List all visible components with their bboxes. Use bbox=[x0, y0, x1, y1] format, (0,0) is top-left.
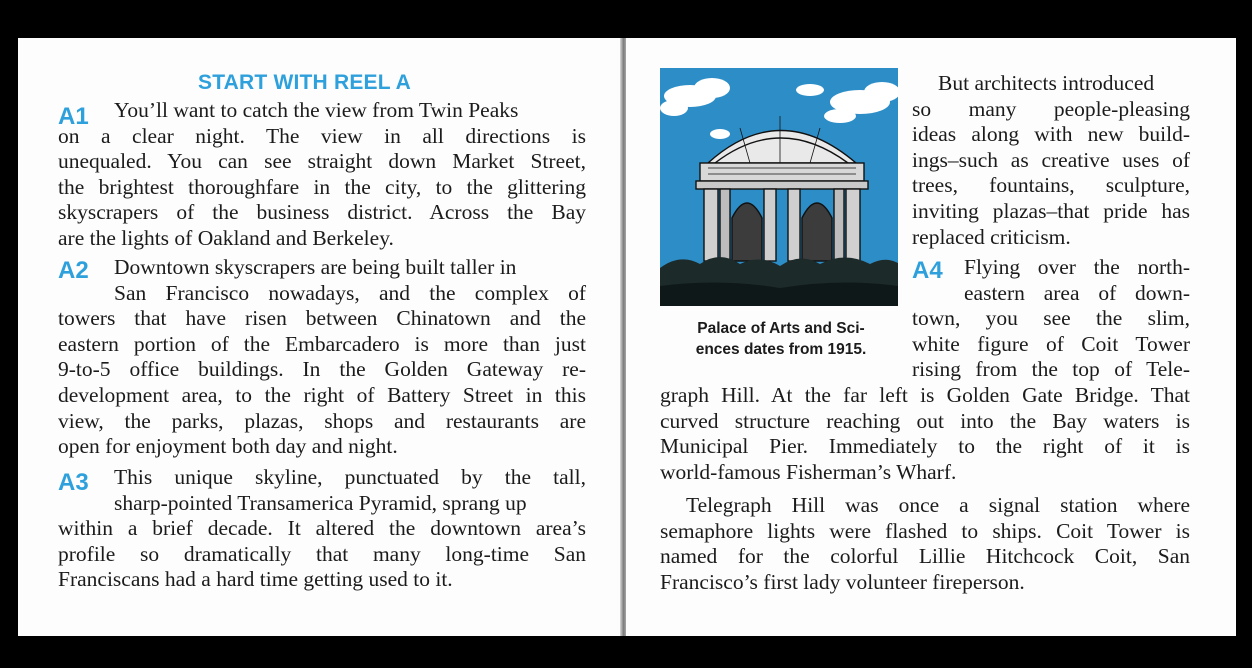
section-a4-bottom bbox=[660, 383, 1190, 485]
section-a1 bbox=[58, 98, 586, 252]
caption-line: Palace of Arts and Sci- bbox=[697, 320, 865, 337]
text-line: world-famous Fisherman’s Wharf. bbox=[660, 459, 957, 484]
text-line: Flying over the north- bbox=[964, 255, 1190, 279]
text-line: are the lights of Oakland and Berkeley. bbox=[58, 225, 394, 250]
text-line: ings–such as creative uses of bbox=[912, 147, 1190, 172]
text-line: Municipal Pier. Immediately to the right of it is bbox=[660, 434, 1190, 459]
section-a3 bbox=[58, 465, 586, 593]
telegraph-paragraph bbox=[660, 493, 1190, 595]
text-line: trees, fountains, sculpture, bbox=[912, 173, 1190, 198]
text-line: towers that have risen between Chinatown and the bbox=[58, 306, 586, 331]
text-line: eastern area of down- bbox=[964, 280, 1190, 305]
text-line: white figure of Coit Tower bbox=[912, 331, 1190, 356]
text-line: sharp-pointed Transamerica Pyramid, sprang up bbox=[114, 490, 527, 515]
text-line: within a brief decade. It altered the downtown area’s bbox=[58, 516, 586, 541]
marker-a4: A4 bbox=[912, 257, 943, 284]
text-line: graph Hill. At the far left is Golden Gate Bridge. That bbox=[660, 383, 1190, 407]
text-line: open for enjoyment both day and night. bbox=[58, 434, 398, 459]
text-line: rising from the top of Tele- bbox=[912, 357, 1190, 382]
text-line: 9-to-5 office buildings. In the Golden Gateway re- bbox=[58, 357, 586, 382]
text-line: Downtown skyscrapers are being built taller in bbox=[114, 255, 517, 279]
text-line: eastern portion of the Embarcadero is more than just bbox=[58, 331, 586, 356]
text-line: Telegraph Hill was once a signal station where bbox=[686, 493, 1190, 517]
photo-caption bbox=[656, 318, 906, 360]
text-line: ideas along with new build- bbox=[912, 122, 1190, 147]
text-line: view, the parks, plazas, shops and restaurants are bbox=[58, 408, 586, 433]
text-line: replaced criticism. bbox=[912, 224, 1071, 249]
text-line: so many people-pleasing bbox=[912, 96, 1190, 121]
text-line: This unique skyline, punctuated by the tall, bbox=[114, 465, 586, 489]
marker-a2: A2 bbox=[58, 257, 89, 284]
text-line: You’ll want to catch the view from Twin Peaks bbox=[114, 98, 519, 122]
palace-of-fine-arts-illustration bbox=[660, 68, 898, 306]
text-line: Franciscans had a hard time getting used to it. bbox=[58, 567, 453, 592]
page-heading: START WITH REEL A bbox=[198, 71, 412, 94]
text-line: But architects introduced bbox=[938, 71, 1155, 95]
section-a4-top bbox=[912, 255, 1190, 383]
left-page bbox=[18, 38, 622, 636]
text-line: profile so dramatically that many long-time San bbox=[58, 541, 586, 566]
text-line: curved structure reaching out into the Bay waters is bbox=[660, 408, 1190, 433]
text-line: the brightest thoroughfare in the city, to the glittering bbox=[58, 174, 586, 199]
text-line: town, you see the slim, bbox=[912, 306, 1190, 331]
text-line: San Francisco nowadays, and the complex of bbox=[114, 280, 586, 305]
text-line: skyscrapers of the business district. Across the Bay bbox=[58, 200, 586, 225]
section-a2 bbox=[58, 255, 586, 460]
text-line: on a clear night. The view in all directions is bbox=[58, 123, 586, 148]
right-page bbox=[626, 38, 1236, 636]
marker-a1: A1 bbox=[58, 103, 89, 130]
text-line: unequaled. You can see straight down Market Street, bbox=[58, 149, 586, 174]
text-line: named for the colorful Lillie Hitchcock Coit, San bbox=[660, 544, 1190, 569]
continued-paragraph bbox=[912, 71, 1190, 250]
text-line: inviting plazas–that pride has bbox=[912, 198, 1190, 223]
marker-a3: A3 bbox=[58, 469, 89, 496]
text-line: development area, to the right of Battery Street in this bbox=[58, 382, 586, 407]
text-line: Francisco’s first lady volunteer fireperson. bbox=[660, 569, 1025, 594]
caption-line: ences dates from 1915. bbox=[695, 341, 867, 358]
text-line: semaphore lights were flashed to ships. Coit Tower is bbox=[660, 518, 1190, 543]
